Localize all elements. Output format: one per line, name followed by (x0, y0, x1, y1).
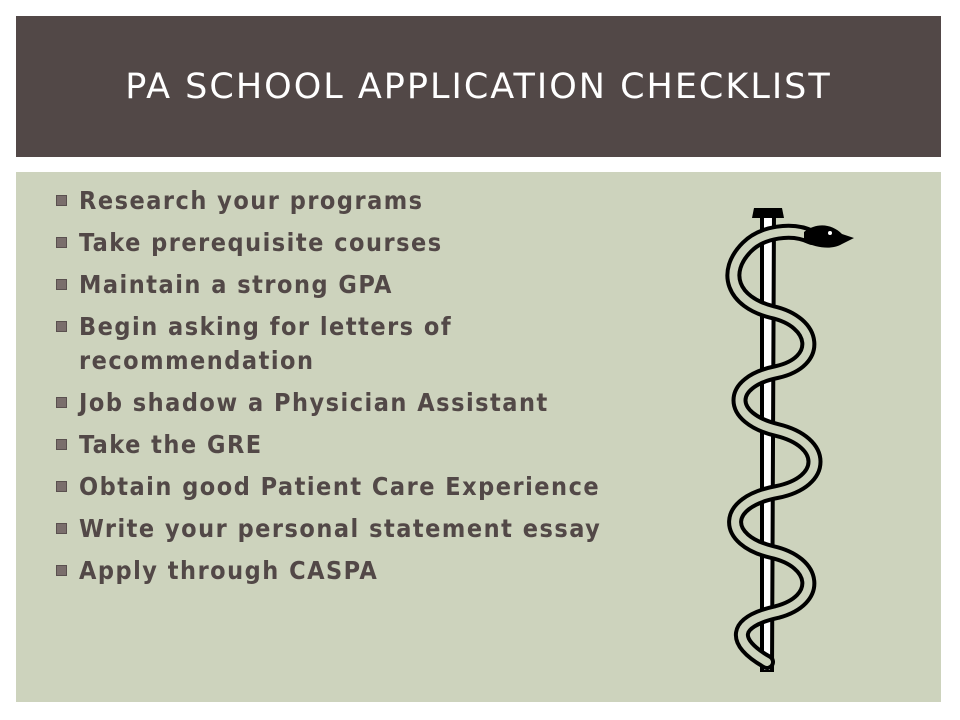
checklist-item (56, 554, 616, 588)
checklist-item-text: Write your personal statement essay (79, 514, 602, 543)
checklist-item-text: Job shadow a Physician Assistant (79, 388, 549, 417)
bullet-square-icon (56, 565, 67, 576)
checklist-item (56, 310, 616, 378)
checklist-item (56, 268, 616, 302)
title-bar (16, 16, 941, 157)
checklist-item-text: Maintain a strong GPA (79, 270, 393, 299)
checklist-item-text: Obtain good Patient Care Experience (79, 472, 601, 501)
bullet-square-icon (56, 237, 67, 248)
checklist (56, 184, 616, 596)
bullet-square-icon (56, 397, 67, 408)
slide-title: PA SCHOOL APPLICATION CHECKLIST (125, 66, 832, 107)
checklist-item (56, 428, 616, 462)
checklist-item-text: Apply through CASPA (79, 556, 379, 585)
checklist-item-text: Take the GRE (79, 430, 263, 459)
bullet-square-icon (56, 523, 67, 534)
checklist-item (56, 226, 616, 260)
checklist-item-text: Begin asking for letters of recommendation (79, 312, 453, 375)
content-panel (16, 172, 941, 702)
checklist-item (56, 512, 616, 546)
checklist-item (56, 470, 616, 504)
bullet-square-icon (56, 195, 67, 206)
bullet-square-icon (56, 481, 67, 492)
checklist-item-text: Take prerequisite courses (79, 228, 443, 257)
bullet-square-icon (56, 439, 67, 450)
bullet-square-icon (56, 279, 67, 290)
rod-of-asclepius-icon (692, 202, 862, 672)
checklist-item-text: Research your programs (79, 186, 424, 215)
checklist-item (56, 184, 616, 218)
bullet-square-icon (56, 321, 67, 332)
checklist-item (56, 386, 616, 420)
